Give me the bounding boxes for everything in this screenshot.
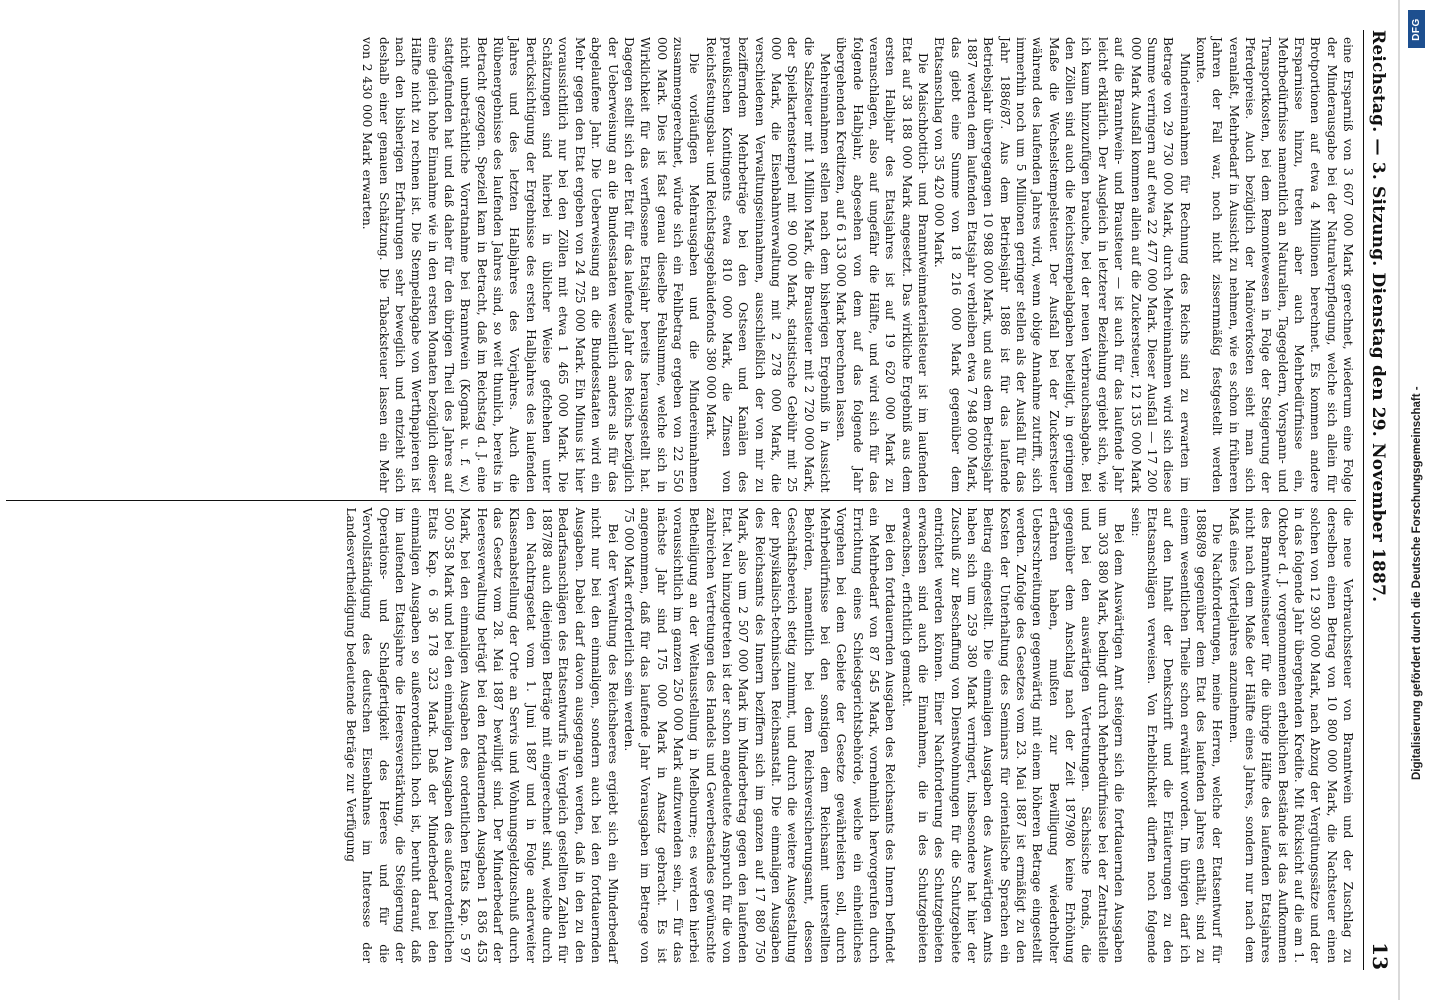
paragraph: Die vorläufigen Mehrausgaben und die Mindereinnahmen zusammengerechnet, würde sich ein Fehlbetrag ergeben von 22 550 000 Mark. Dies ist fast genau dieselbe Fehlsumme, welche sich in Wirklichkeit für das verflossene Etatsjahr bereits herausgestellt hat. Dagegen stellt sich der Etat für das laufende Jahr des Reichs bezüglich der Ueberweisung an die Bundesstaaten wesentlich anders als für das abgelaufene Jahr. Die Ueberweisung an die Bundesstaaten wird ein Mehr gegen den Etat ergeben von 24 725 000 Mark. Ein Minus ist hier voraussichtlich nur bei den Zöllen mit etwa 1 465 000 Mark. Die Schätzungen sind hierbei in üblicher Weise gefchehen unter Berücksichtigung der Ergebnisse des ersten Halbjahres des laufenden Jahres und des letzten Halbjahres des Vorjahres. Auch die Rübenergebnisse des laufenden Jahres sind, so weit thunlich, bereits in Betracht gezogen. Speziell kam in Betracht, daß im Reichstag d. J. eine nicht unbeträchtliche Vorratnahme bei Branntwein (Kognak u. f. w.) stattgefunden hat und daß daher für den übrigen Theil des Jahres auf eine gleich hohe Einnahme wie in den ersten Monaten bezüglich dieser Hälfte nicht zu rechnen ist. Die Stempelabgabe von Werthpapieren ist nach den bisherigen Erfahrungen sehr beweglich und entzieht sich deshalb einer genauen Schätzung. Die Tabacksteuer lassen ein Mehr von 2 430 000 Mark erwarten. — [360, 37, 702, 493]
digitization-credit-strip — [1402, 0, 1432, 1000]
text-columns — [6, 30, 1356, 970]
running-title: Reichstag. — 3. Sitzung. Dienstag den 29. November 1887. — [1368, 30, 1388, 603]
dfg-logo-icon: DFG — [1408, 10, 1425, 48]
page-number: 13 — [1368, 942, 1392, 970]
digitization-credit: Digitalisierung gefördert durch die Deutsche Forschungsgemeinschaft - — [1411, 386, 1423, 780]
paragraph: Mehreinnahmen stellen nach dem bisherigen Ergebniß in Aussicht die Salzsteuer mit 1 Million Mark, die Brausteuer mit 2 720 000 Mark, der Spielkartenstempel mit 90 000 Mark, statistische Gebühr mit 25 000 Mark, die Eisenbahnverwaltung mit 2 278 000 Mark, die verschiedenen Verwaltungseinnahmen, ausschließlich der von mir zu bezifferndem Mehrbeträge bei den Ostseen und Kanälen des preußischen Kontingents etwa 810 000 Mark, die Zinsen von Reichsfestungsbau- und Reichstagsgebäudefonds 380 000 Mark. — [703, 37, 832, 493]
text-column-left — [6, 30, 1356, 500]
header-rule — [1363, 30, 1364, 970]
page-header — [1366, 30, 1392, 970]
scan-edge — [1398, 0, 1400, 1000]
paragraph: die neue Verbrauchssteuer von Branntwein und der Zuschlag zu derselben einen Betrag von 10 800 000 Mark, die Nachsteuer einen solchen von 12 930 000 Mark, nach Abzug der Vergütungssätze und der in das folgende Jahr übergehenden Kredite. Mit Rücksicht auf die am 1. Oktober d. J. vorgenommenen erheblichen Bestände ist das Aufkommen des Branntweinsteuer für die übrige Hälfte des laufenden Etatsjahres nicht nach dem Maße der Hälfte eines Jahres, sondern nur nach dem Maß eines Vierteljahres anzunehmen. — [1226, 507, 1355, 963]
paragraph: Mindereinnahmen für Rechnung des Reichs sind zu erwarten im Betrage von 29 730 000 Mark, durch Mehreinnahmen wird sich diese Summe verringern auf etwa 22 477 000 Mark. Dieser Ausfall — 17 200 000 Mark Ausfall kommen allein auf die Zuckersteuer, 12 135 000 Mark auf die Branntwein- und Brausteuer — ist auch für das laufende Jahr leicht erklärlich. Der Ausgleich in letzterer Beziehung ergiebt sich, wie ich kaum hinzuzufügen brauche, bei der neuen Verbrauchsabgabe. Bei den Zöllen sind auch die Reichsstempelabgaben beteiligt, in geringem Maße die Wechselstempelsteuer. Der Ausfall bei der Zuckersteuer während des laufenden Jahres wird, wenn obige Annahme zutrifft, sich immerhin noch um 5 Millionen geringer stellen als der Ausfall für das Jahr 1886/87. Aus dem Betriebsjahr 1886 ist für das laufende Betriebsjahr übergegangen 10 988 000 Mark, und aus dem Betriebsjahr 1887 werden dem laufenden Etatsjahr verbleiben etwa 7 948 000 Mark, das giebt eine Summe von 18 216 000 Mark gegenüber dem Etatsanschlag von 35 420 000 Mark. — [932, 37, 1192, 493]
paragraph: Bei der Verwaltung des Reichsheeres ergiebt sich ein Minderbedarf nicht nur bei den einmaligen, sondern auch bei den fortdauernden Ausgaben. Dabei darf davon ausgegangen werden, daß in den zu den Bedarfsanschlägen des Etatsentwurfs in Vergleich gestellten Zahlen für 1887/88 auch diejenigen Beträge mit eingerechnet sind, welche durch den Nachtragsetat vom 1. Juni 1887 und in Folge anderweiter Klassenabstellung der Orte an Servis und Wohnungsgeldzuschuß durch das Gesetz vom 28. Mai 1887 bewilligt sind. Der Minderbedarf der Heeresverwaltung beträgt bei den fortdauernden Ausgaben 1 836 453 Mark, bei den einmaligen Ausgaben des ordentlichen Etats Kap. 5 97 500 358 Mark und bei den einmaligen Ausgaben des außerordentlichen Etats Kap. 6 36 178 323 Mark. Daß der Minderbedarf bei den einmaligen Ausgaben so außerordentlich hoch ist, beruht darauf, daß im laufenden Etatsjahre die Heeresverstärkung, die Steigerung der Operations- und Schlagfertigkeit des Heeres und für die Vervollständigung des deutschen Eisenbahnes im Interesse der Landesvertheidigung bedeutende Beträge zur Verfügung — [344, 507, 620, 963]
paragraph: Bei den fortdauernden Ausgaben des Reichsamts des Innern befindet ein Mehrbedarf von 87 545 Mark, vornehmlich hervorgerufen durch Errichtung eines Schiedsgerichtsbehörde, welche ein einheitliches Vorgehen bei dem Gebiete der Gesetze gewährleisten soll, durch Mehrbedürfnisse bei den sonstigen dem Reichsamt unterstellten Behörden, namentlich bei dem Reichsversicherungsamt, dessen Geschäftsbereich stetig zunimmt, und durch die weitere Ausgestaltung der physikalisch-technischen Reichsanstalt. Die einmaligen Ausgaben des Reichsamts des Innern beziffern sich im ganzen auf 17 880 750 Mark, also um 2 507 000 Mark im Minderbetrag gegen den laufenden Etat. Neu hinzugetreten ist der schon angedeutete Anspruch für die von zahlreichen Vertretungen des Handels und Gewerbestandes gewünschte Betheiligung an der Weltausstellung in Melbourne; es werden hierbei voraussichtlich im ganzen 250 000 Mark aufzuwenden sein, — für das nächste Jahr sind 175 000 Mark in Ansatz gebracht. Es ist angenommen, daß für das laufende Jahr Vorausgaben im Betrage von 75 000 Mark erforderlich sein werden. — [621, 507, 898, 963]
paragraph: Bei dem Auswärtigen Amt steigern sich die fortdauernden Ausgaben um 303 880 Mark, bedingt durch Mehrbedürfnisse bei der Zentralstelle und bei den auswärtigen Vertretungen. Sächsische Fonds, die gegenüber dem Anschlag nach der Zeit 1879/80 keine Erhöhung erfahren haben, mußten zur Bewilligung wiederholter Ueberschreitungen gegenwärtig mit einem höheren Betrage eingestellt werden. Zufolge des Gesetzes vom 23. Mai 1887 ist ermäßigt zu den Kosten der Unterhaltung des Seminars für orientalische Sprachen ein Beitrag eingestellt. Die einmaligen Ausgaben des Auswärtigen Amts haben sich um 259 380 Mark verringert, insbesondere hat hier der Zuschuß zur Beschaffung von Dienstwohnungen für die Schutzgebiete entrichtet werden können. Einer Nachforderung des Schutzgebieten erwachsen sind auch die Einnahmen, die in des Schutzgebieten erwachsen, erfichtlich gemacht. — [899, 507, 1127, 963]
text-column-right — [6, 500, 1356, 971]
paragraph: eine Ersparniß von 3 607 000 Mark gerechnet, wiederum eine Folge der Minderausgabe bei der Naturalverpflegung, welche sich allein für Brotportionen auf etwa 4 Millionen berechnet. Es kommen andere Ersparnisse hinzu, treten aber auch Mehrbedürfnisse ein, Mehrbedürfnisse namentlich an Naturalien, Tagegeldern, Vorspann- und Transportkosten, bei dem Remontewesen in Folge der Steigerung der Pferdepreise. Auch bezüglich der Manöverkosten sieht man sich veranlaßt, Mehrbedarf in Aussicht zu nehmen, wie es schon in früheren Jahren der Fall war, noch nicht zissernmäßig festgestellt werden konnte. — [1193, 37, 1355, 493]
paragraph: Die Nachforderungen, meine Herren, welche der Etatsentwurf für 1888/89 gegenüber dem Etat des laufenden Jahres enthält, sind zu einem wesentlichen Theile schon erwähnt worden. Im übrigen darf ich auf den Inhalt der Denkschrift und die Erläuterungen zu den Etatsanschlägen verweisen. Von Erheblichkeit dürften noch folgende sein: — [1128, 507, 1225, 963]
paragraph: Die Maischbottich- und Branntweinmaterialsteuer ist im laufenden Etat auf 38 188 000 Mark angesetzt. Das wirkliche Ergebniß aus dem ersten Halbjahr des Etatsjahres ist auf 19 620 000 Mark zu veranschlagen, also auf ungefähr die Hälfte, und wird sich für das folgende Halbjahr, abgesehen von dem auf das folgende Jahr übergehenden Kreditzen, auf 6 133 000 Mark berechnen lassen. — [834, 37, 931, 493]
